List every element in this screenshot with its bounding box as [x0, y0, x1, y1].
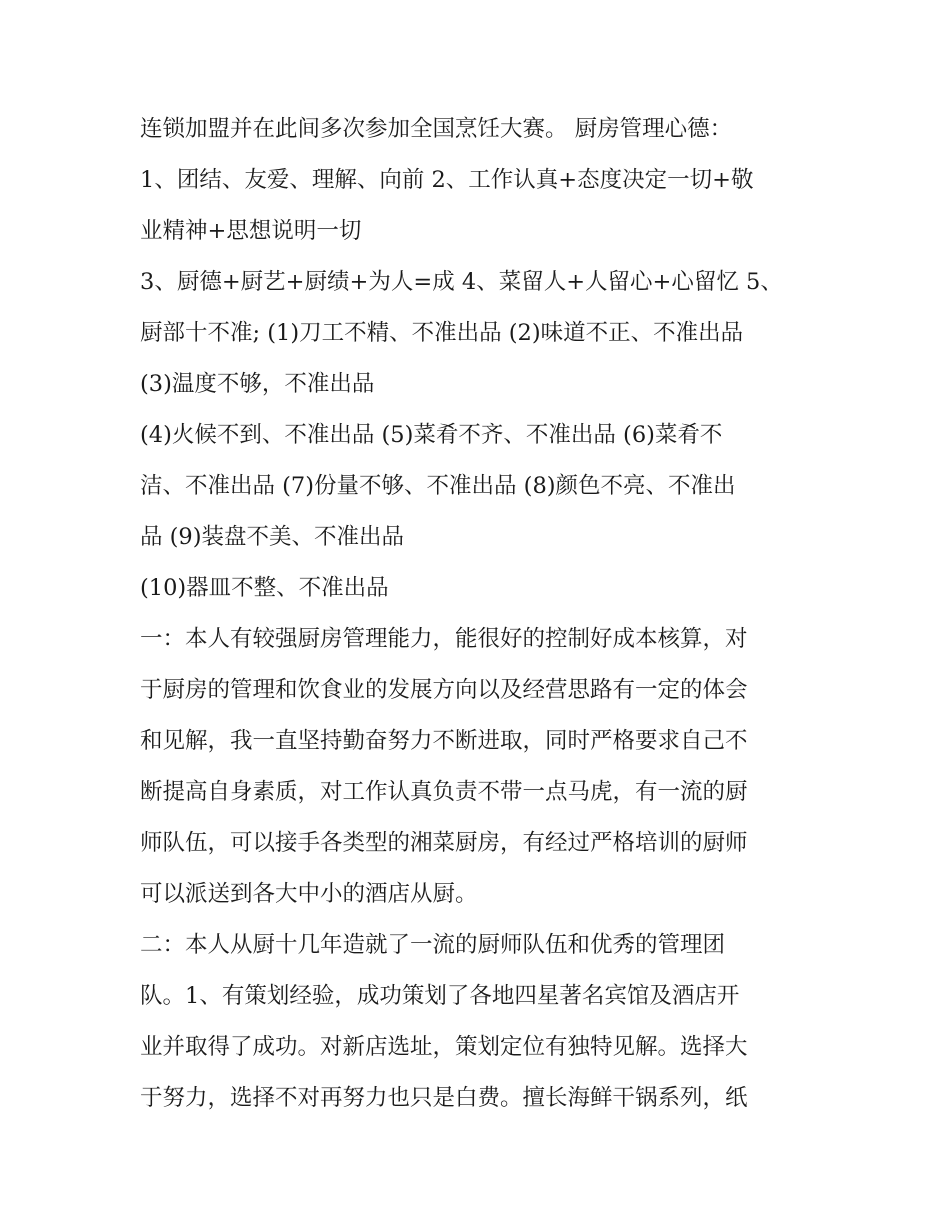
text-line: 连锁加盟并在此间多次参加全国烹饪大赛。 厨房管理心德： [140, 116, 733, 142]
text-line: 二：本人从厨十几年造就了一流的厨师队伍和优秀的管理团 [140, 932, 726, 958]
text-line: 可以派送到各大中小的酒店从厨。 [140, 881, 478, 907]
text-line: 一：本人有较强厨房管理能力，能很好的控制好成本核算，对 [140, 626, 748, 652]
text-line: 断提高自身素质，对工作认真负责不带一点马虎，有一流的厨 [140, 779, 748, 805]
text-line: (3)温度不够，不准出品 [140, 371, 375, 397]
text-line: 师队伍，可以接手各类型的湘菜厨房，有经过严格培训的厨师 [140, 830, 748, 856]
text-line: 1、团结、友爱、理解、向前 2、工作认真+态度决定一切+敬 [140, 167, 754, 193]
text-line: 厨部十不准; (1)刀工不精、不准出品 (2)味道不正、不准出品 [140, 320, 744, 346]
document-body [140, 104, 815, 1124]
text-line: 业精神+思想说明一切 [140, 218, 362, 244]
text-line: 和见解，我一直坚持勤奋努力不断进取，同时严格要求自己不 [140, 728, 748, 754]
text-line: (10)器皿不整、不准出品 [140, 575, 389, 601]
text-line: 业并取得了成功。对新店选址，策划定位有独特见解。选择大 [140, 1034, 748, 1060]
text-line: 于厨房的管理和饮食业的发展方向以及经营思路有一定的体会 [140, 677, 748, 703]
text-line: (4)火候不到、不准出品 (5)菜肴不齐、不准出品 (6)菜肴不 [140, 422, 723, 448]
text-line: 品 (9)装盘不美、不准出品 [140, 524, 405, 550]
text-line: 队。1、有策划经验，成功策划了各地四星著名宾馆及酒店开 [140, 983, 740, 1009]
text-line: 洁、不准出品 (7)份量不够、不准出品 (8)颜色不亮、不准出 [140, 473, 736, 499]
text-line: 3、厨德+厨艺+厨绩+为人=成 4、菜留人+人留心+心留忆 5、 [140, 269, 783, 295]
text-line: 于努力，选择不对再努力也只是白费。擅长海鲜干锅系列，纸 [140, 1085, 748, 1111]
